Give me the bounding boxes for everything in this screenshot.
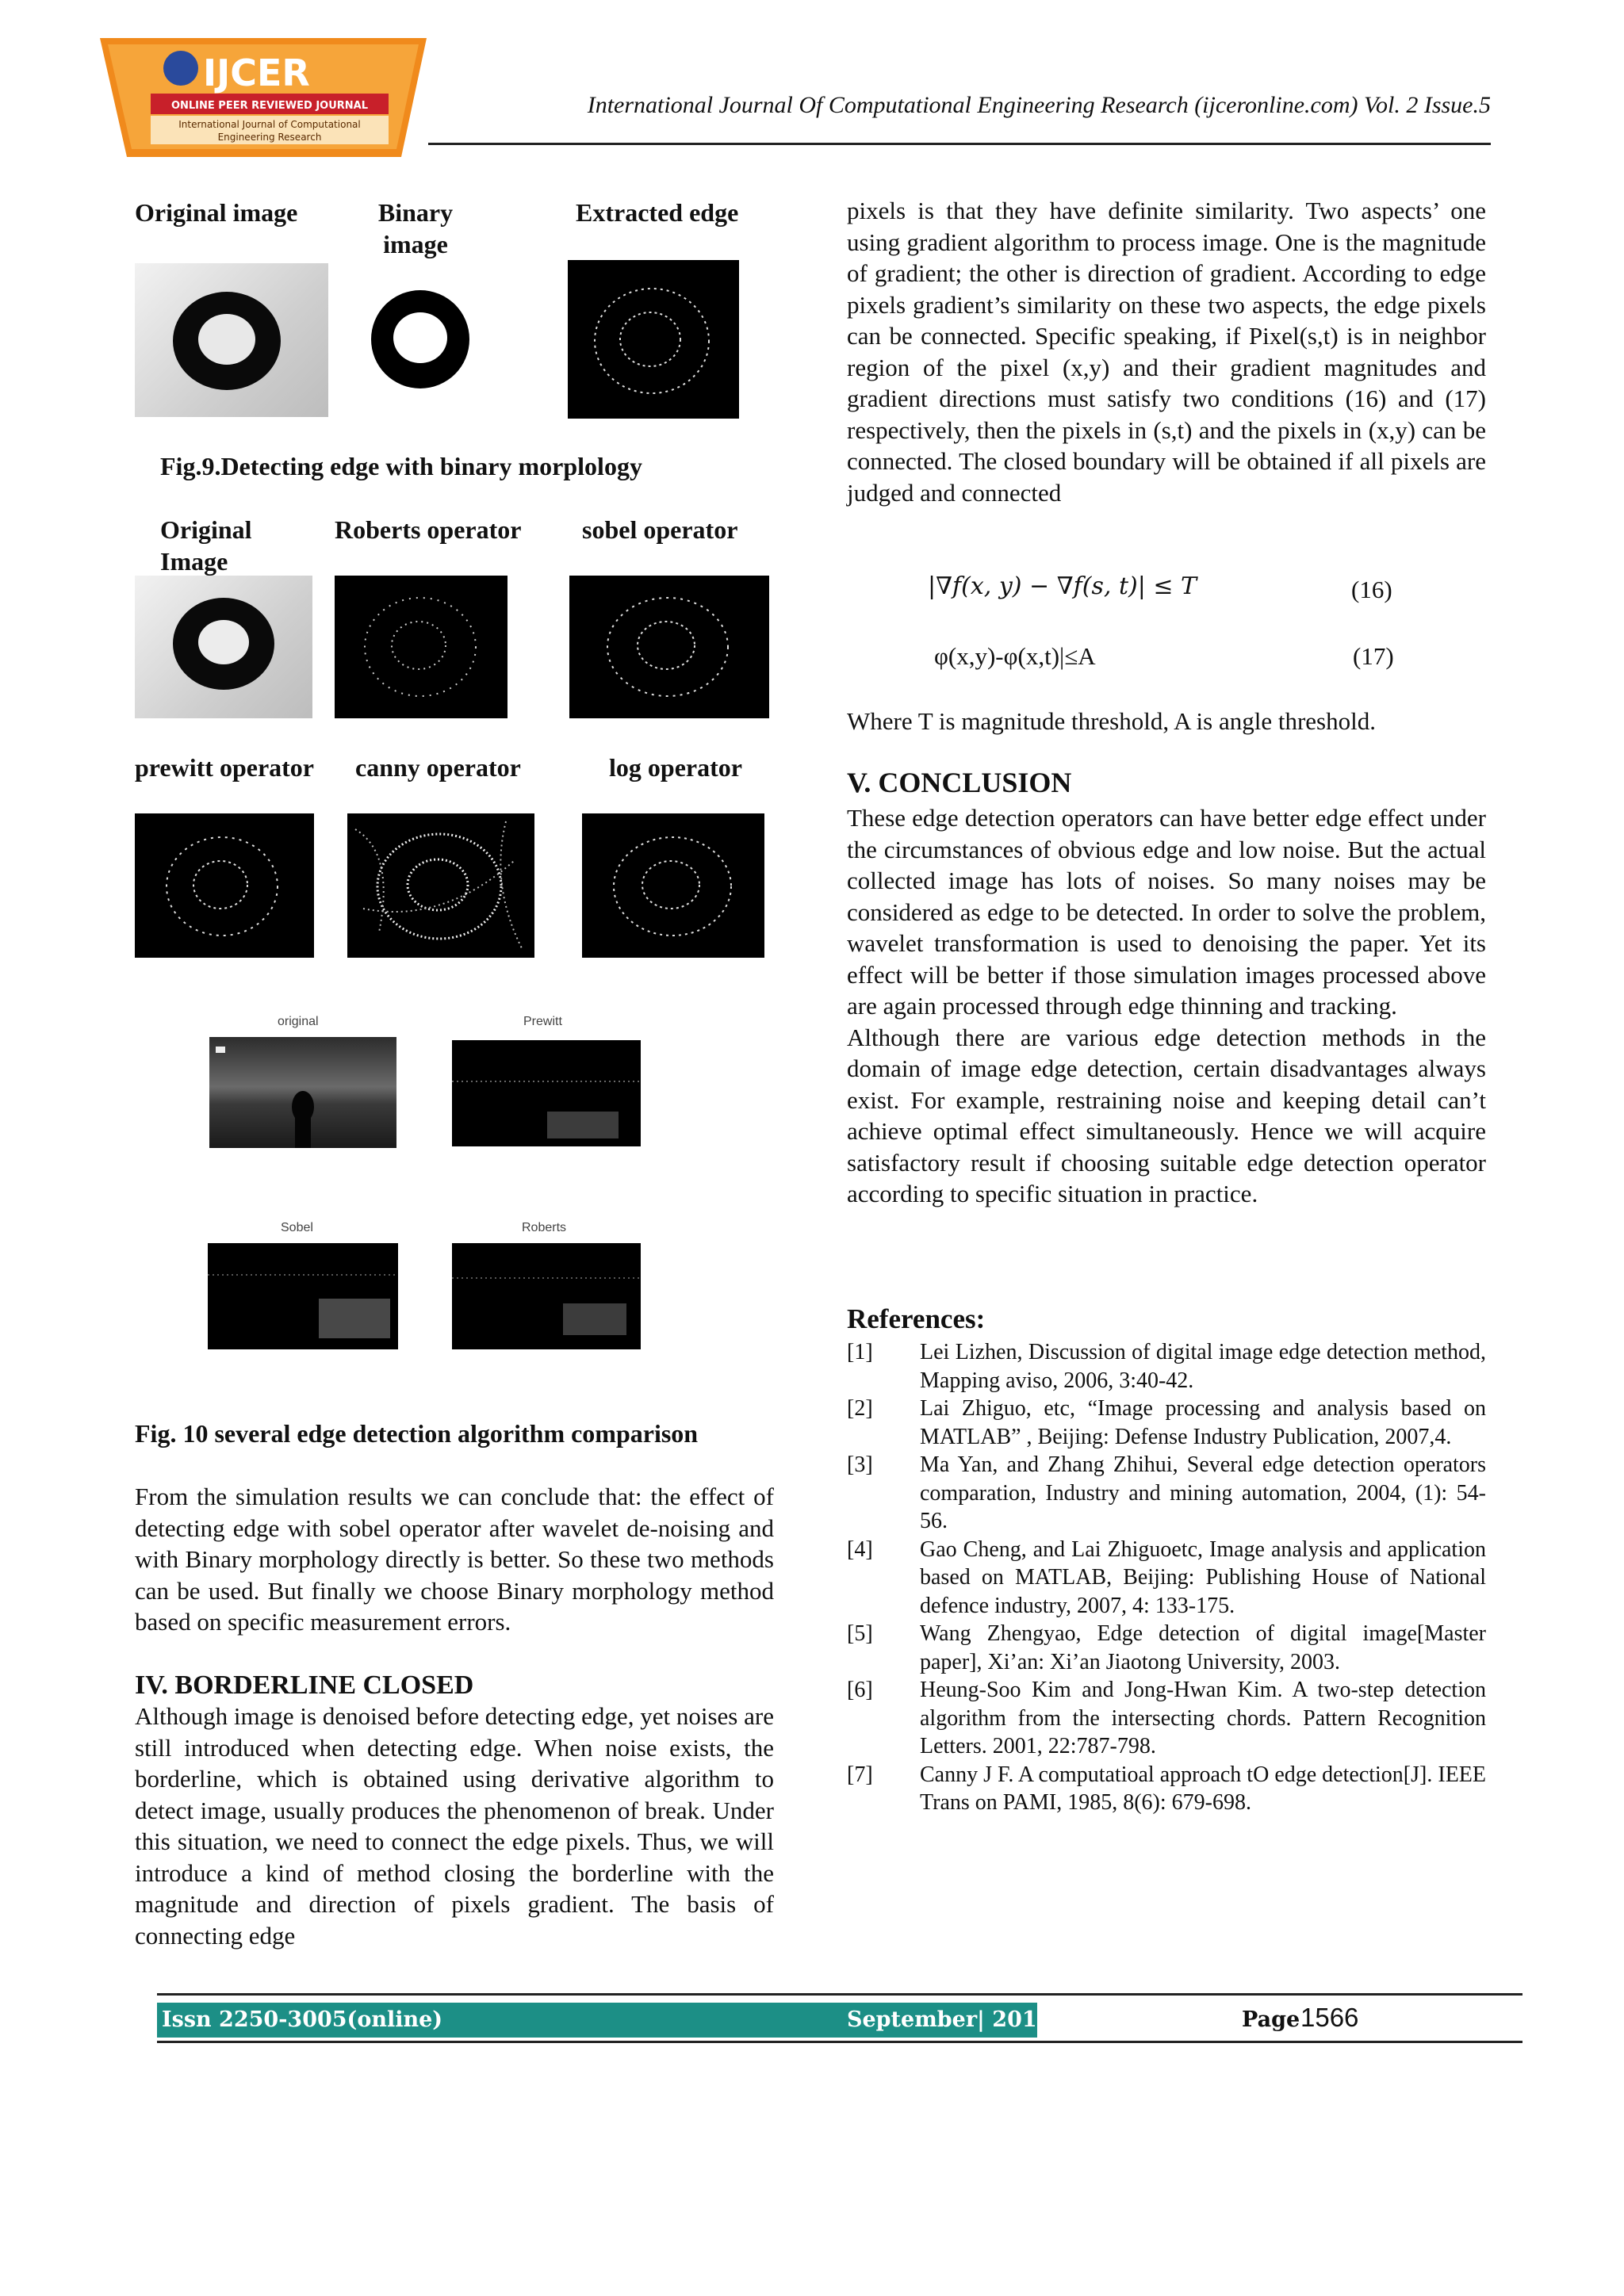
fig9-extracted-edge-image <box>568 260 739 419</box>
fig10-title-prewitt: Prewitt <box>523 1015 562 1028</box>
logo-title: IJCER <box>203 52 310 94</box>
fig10-title-original: original <box>278 1015 319 1028</box>
op-label-prewitt: prewitt operator <box>135 753 314 782</box>
reference-number: [2] <box>847 1396 873 1421</box>
reference-number: [5] <box>847 1621 873 1646</box>
fig9-label-original: Original image <box>135 198 298 227</box>
reference-text: Lei Lizhen, Discussion of digital image edge detection method, Mapping aviso, 2006, 3:40-42. <box>920 1340 1486 1393</box>
reference-item <box>847 1395 1486 1451</box>
footer-date: September| 2012 <box>847 2007 1052 2032</box>
reference-item <box>847 1536 1486 1621</box>
footer-issn: Issn 2250-3005(online) <box>162 2007 443 2032</box>
roberts-operator-image <box>335 576 508 718</box>
footer-page-number: 1566 <box>1300 2003 1359 2032</box>
reference-item <box>847 1338 1486 1395</box>
conclusion-text <box>847 802 1486 1210</box>
section-5-heading: V. CONCLUSION <box>847 767 1072 798</box>
sobel-operator-image <box>569 576 769 718</box>
left-column-text <box>135 1481 774 1951</box>
reference-number: [1] <box>847 1340 873 1364</box>
equation-16-number: (16) <box>1351 576 1392 603</box>
fig10-caption: Fig. 10 several edge detection algorithm comparison <box>135 1419 699 1448</box>
reference-number: [7] <box>847 1762 873 1787</box>
footer-rule-top <box>157 1993 1522 1996</box>
reference-item <box>847 1676 1486 1761</box>
canny-operator-image <box>347 813 534 958</box>
fig9-original-image <box>135 263 328 417</box>
fig9-label-extracted: Extracted edge <box>576 198 739 227</box>
footer-page-label: Page <box>1242 2007 1300 2032</box>
logo-line-1: ONLINE PEER REVIEWED JOURNAL <box>170 100 369 112</box>
fig10-roberts-image <box>452 1243 641 1349</box>
op-label-sobel: sobel operator <box>582 515 738 544</box>
references-heading: References: <box>847 1303 986 1334</box>
journal-header-title: International Journal Of Computational Engineering Research (ijceronline.com) Vol. 2 Issue.5 <box>587 92 1491 118</box>
op-label-roberts: Roberts operator <box>335 515 522 544</box>
reference-item <box>847 1451 1486 1536</box>
equation-17-number: (17) <box>1353 642 1394 670</box>
logo-line-2: International Journal of Computational <box>178 119 361 130</box>
fig10-original-image <box>209 1037 396 1148</box>
op-label-original: Original Image <box>160 515 252 576</box>
reference-text: Heung-Soo Kim and Jong-Hwan Kim. A two-step detection algorithm from the intersecting chords. Pattern Recognition Letters. 2001, 22:787-798. <box>920 1678 1486 1758</box>
header-rule <box>428 143 1491 145</box>
reference-text: Ma Yan, and Zhang Zhihui, Several edge detection operators comparation, Industry and mining automation, 2004, (1): 54-56. <box>920 1452 1486 1533</box>
left-paragraph-1: From the simulation results we can conclude that: the effect of detecting edge with sobel operator after wavelet de-noising and with Binary morphology directly is better. So these two methods can be used. But finally we choose Binary morphology method based on specific measurement errors. <box>135 1483 774 1636</box>
fig9-label-binary: Binary image <box>377 198 454 258</box>
reference-text: Canny J F. A computatioal approach tO edge detection[J]. IEEE Trans on PAMI, 1985, 8(6): 679-698. <box>920 1762 1486 1815</box>
fig10-title-roberts: Roberts <box>522 1221 567 1234</box>
reference-number: [6] <box>847 1678 873 1702</box>
fig9-binary-image <box>368 287 473 390</box>
op-original-image <box>135 576 312 718</box>
conclusion-paragraph-2: Although there are various edge detection methods in the domain of image edge detection, certain disadvantages always exist. For example, restraining noise and keeping detail can’t achieve optimal effect simultaneously. Hence we will acquire satisfactory result if choosing suitable edge detection operator according to specific situation in practice. <box>847 1023 1486 1207</box>
footer-rule-bottom <box>157 2041 1522 2043</box>
conclusion-paragraph-1: These edge detection operators can have better edge effect under the circumstances of obvious edge and low noise. But the actual collected image has lots of noises. So many noises may be considered as edge to be detected. In order to solve the problem, wavelet transformation is used to denoising the paper. Yet its effect will be better if those simulation images processed above are again processed through edge thinning and tracking. <box>847 804 1486 1020</box>
reference-text: Wang Zhengyao, Edge detection of digital image[Master paper], Xi’an: Xi’an Jiaotong University, 2003. <box>920 1621 1486 1674</box>
equation-17: φ(x,y)-φ(x,t)|≤A <box>934 642 1096 670</box>
left-paragraph-2: Although image is denoised before detecting edge, yet noises are still introduced when detecting edge. When noise exists, the borderline, which is obtained using derivative algorithm to detect image, usually produces the phenomenon of break. Under this situation, we need to connect the edge pixels. Thus, we will introduce a kind of method closing the borderline with the magnitude and direction of pixels gradient. The basis of connecting edge <box>135 1702 774 1950</box>
journal-logo <box>95 38 428 173</box>
where-text: Where T is magnitude threshold, A is angle threshold. <box>847 707 1376 735</box>
section-4-heading: IV. BORDERLINE CLOSED <box>135 1670 474 1700</box>
fig10-title-sobel: Sobel <box>281 1221 313 1234</box>
prewitt-operator-image <box>135 813 314 958</box>
references-list <box>847 1338 1486 1817</box>
fig10-prewitt-image <box>452 1040 641 1146</box>
fig9-caption: Fig.9.Detecting edge with binary morplology <box>160 452 642 480</box>
reference-number: [3] <box>847 1452 873 1477</box>
fig10-sobel-image <box>208 1243 398 1349</box>
reference-item <box>847 1620 1486 1676</box>
op-label-canny: canny operator <box>355 753 521 782</box>
logo-line-3: Engineering Research <box>217 132 322 143</box>
reference-number: [4] <box>847 1536 873 1562</box>
right-paragraph-1: pixels is that they have definite similarity. Two aspects’ one using gradient algorithm to process image. One is the magnitude of gradient; the other is direction of gradient. According to edge pixels gradient’s similarity on these two aspects, the edge pixels can be connected. Specific speaking, if Pixel(s,t) is in neighbor region of the pixel (x,y) and their gradient magnitudes and gradient directions must satisfy two conditions (16) and (17) respectively, then the pixels in (s,t) and the pixels in (x,y) can be connected. The closed boundary will be obtained if all pixels are judged and connected <box>847 197 1486 507</box>
reference-text: Lai Zhiguo, etc, “Image processing and analysis based on MATLAB” , Beijing: Defense Industry Publication, 2007,4. <box>920 1396 1486 1449</box>
reference-item <box>847 1761 1486 1817</box>
reference-text: Gao Cheng, and Lai Zhiguoetc, Image analysis and application based on MATLAB, Beijing: Publishing House of National defence industry, 2007, 4: 133-175. <box>920 1536 1486 1618</box>
log-operator-image <box>582 813 764 958</box>
equation-16: |∇f(x, y) − ∇f(s, t)| ≤ T <box>928 572 1197 600</box>
op-label-log: log operator <box>609 753 742 782</box>
